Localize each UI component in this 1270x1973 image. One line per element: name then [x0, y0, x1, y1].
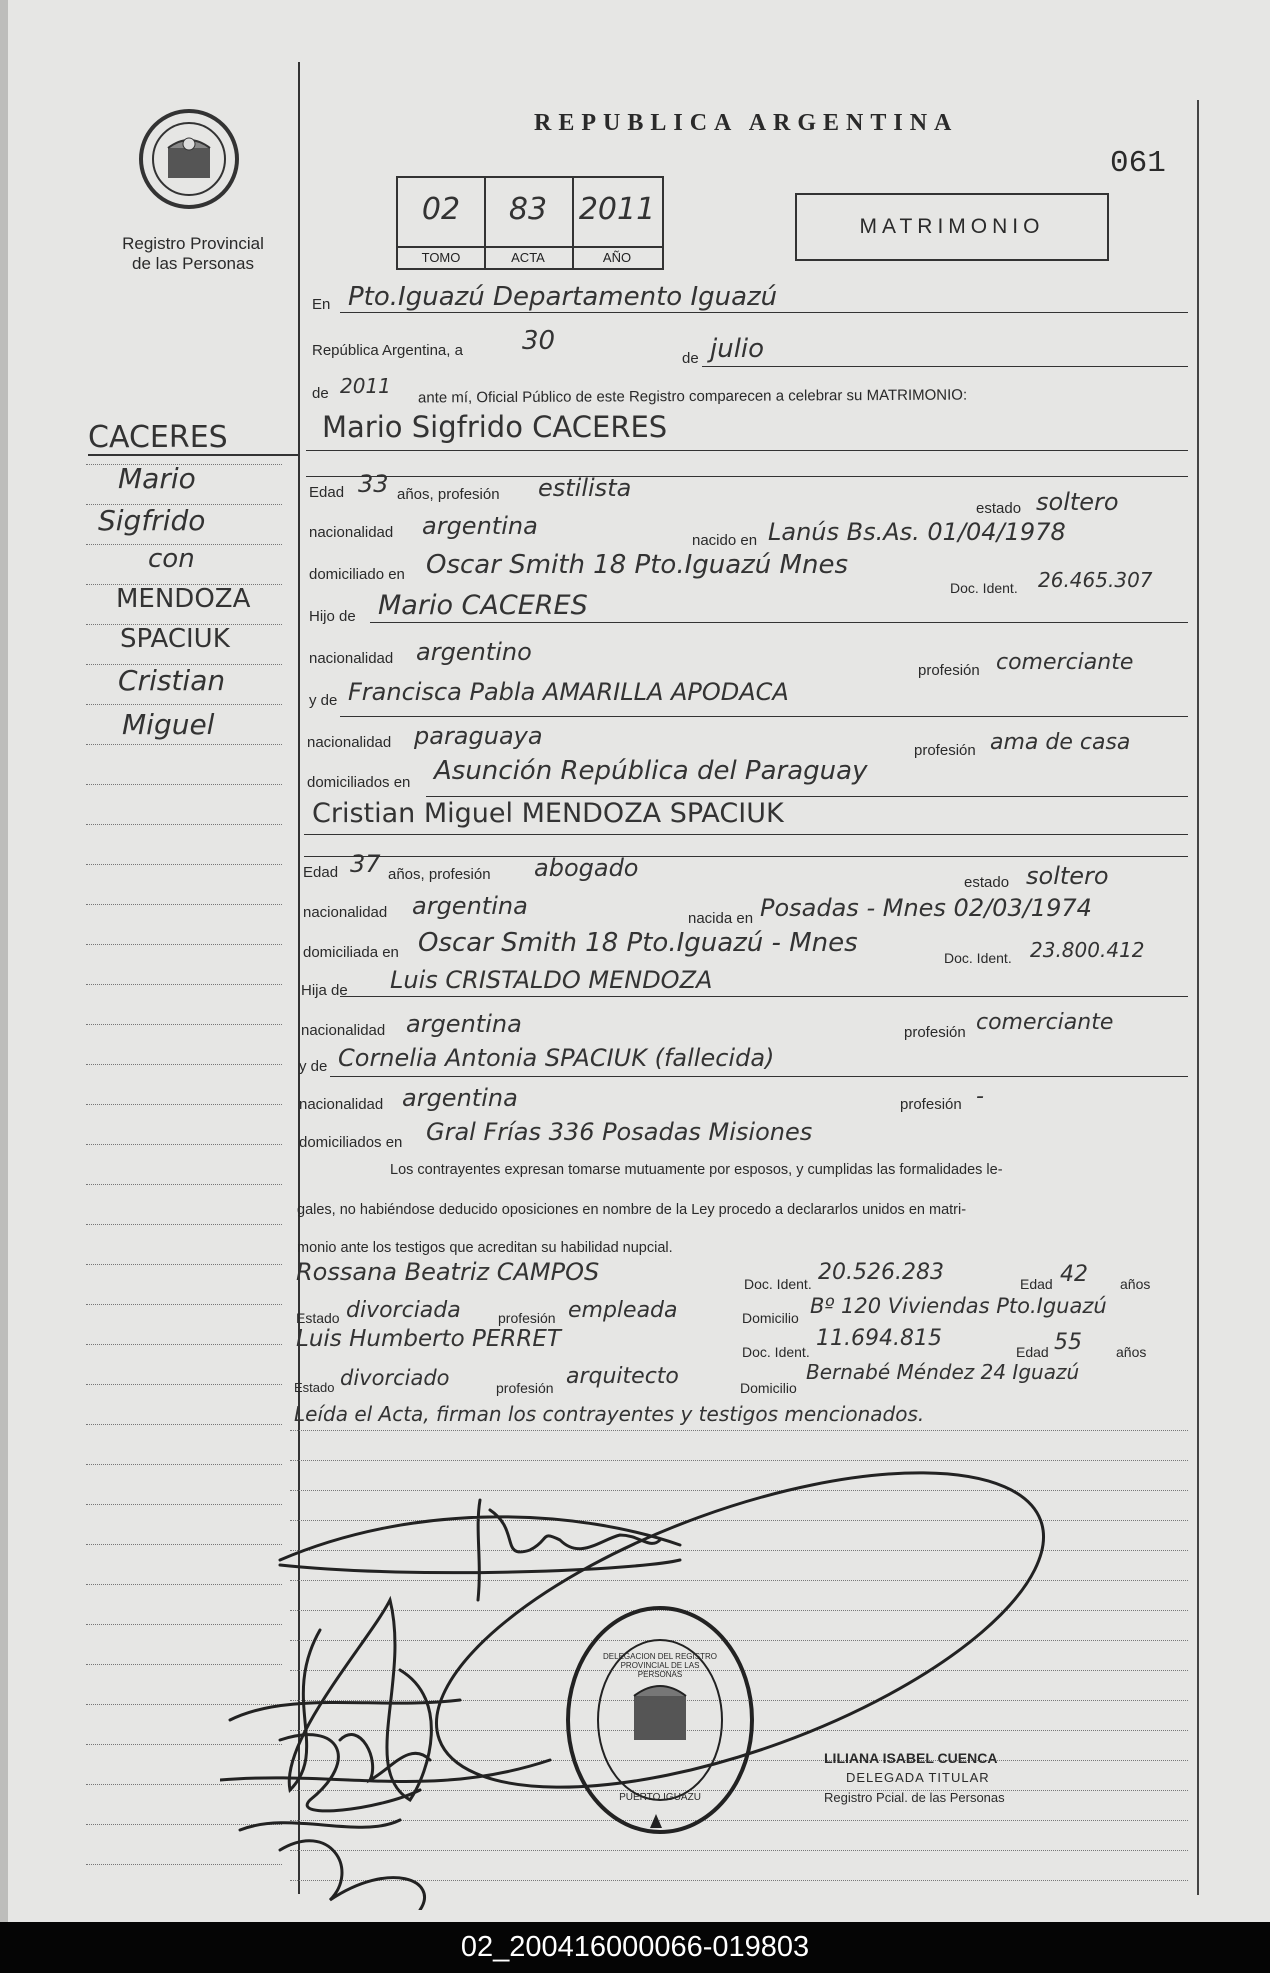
spouse2-madre-prof-label: profesión	[900, 1096, 962, 1113]
de2-label: de	[312, 385, 329, 402]
ruled-line	[86, 784, 282, 785]
spouse2-profesion: abogado	[534, 854, 639, 882]
spouse1-nacido: Lanús Bs.As. 01/04/1978	[768, 518, 1066, 546]
ruled-line	[86, 944, 282, 945]
scan-id-footer: 02_200416000066-019803	[0, 1922, 1270, 1973]
ruled-line	[86, 1224, 282, 1225]
acta-label: ACTA	[484, 246, 572, 268]
madre2-line	[330, 1076, 1188, 1077]
spouse2-prof-label: años, profesión	[388, 866, 491, 883]
ruled-line	[86, 1304, 282, 1305]
spouse1-dom-label: domiciliado en	[309, 566, 405, 583]
form-right-rule	[1197, 100, 1199, 1895]
spouse1-padre-nac-label: nacionalidad	[309, 650, 394, 667]
ruled-line	[86, 1424, 282, 1425]
sidebar-name: SPACIUK	[120, 624, 230, 654]
sidebar-name: MENDOZA	[116, 584, 251, 614]
spouse2-madre-prof: -	[976, 1084, 984, 1109]
ruled-line	[86, 504, 282, 505]
witness1-edad-label: Edad	[1020, 1276, 1053, 1292]
date-line	[702, 366, 1188, 367]
witness2-domicilio: Bernabé Méndez 24 Iguazú	[806, 1360, 1080, 1384]
ruled-line	[86, 464, 282, 465]
spouse1-edad: 33	[358, 470, 389, 498]
ruled-line	[86, 824, 282, 825]
intro-text: ante mí, Oficial Público de este Registro comparecen a celebrar su MATRIMONIO:	[417, 386, 968, 407]
ruled-line	[86, 904, 282, 905]
spouse2-edad-label: Edad	[303, 864, 339, 881]
spouse2-name-line	[304, 834, 1188, 835]
province-emblem	[134, 104, 244, 214]
ruled-line	[86, 744, 282, 745]
spouse1-padre: Mario CACERES	[378, 590, 588, 621]
witness2-edad-label: Edad	[1016, 1344, 1049, 1360]
de-label: de	[682, 350, 699, 367]
ruled-line	[86, 584, 282, 585]
spouse2-yde-label: y de	[299, 1058, 328, 1075]
padres-dom-line	[426, 796, 1188, 797]
spouse1-nacionalidad: argentina	[422, 512, 538, 540]
official-title: DELEGADA TITULAR	[846, 1770, 990, 1785]
spouse1-prof-label: años, profesión	[397, 486, 500, 503]
witness1-doc-label: Doc. Ident.	[744, 1276, 812, 1292]
spouse1-name: Mario Sigfrido CACERES	[322, 410, 668, 444]
sidebar-name: Miguel	[122, 708, 215, 741]
ruled-line	[86, 624, 282, 625]
ruled-line	[86, 1384, 282, 1385]
republica-label: República Argentina, a	[312, 342, 463, 359]
spouse1-padres-dom: Asunción República del Paraguay	[434, 756, 868, 786]
witness2-prof-label: profesión	[496, 1380, 554, 1396]
ruled-line	[86, 1184, 282, 1185]
spouse1-padre-prof-label: profesión	[918, 662, 980, 679]
spouse1-hijo-label: Hijo de	[309, 608, 356, 625]
registry-seal	[560, 1600, 760, 1840]
spouse2-domicilio: Oscar Smith 18 Pto.Iguazú - Mnes	[418, 928, 858, 958]
spouse2-padres-dom-label: domiciliados en	[299, 1134, 403, 1151]
spouse2-padre-prof-label: profesión	[904, 1024, 966, 1041]
witness1-name: Rossana Beatriz CAMPOS	[296, 1258, 600, 1286]
ruled-line	[86, 864, 282, 865]
witness2-profesion: arquitecto	[566, 1364, 679, 1389]
spouse1-padre-nac: argentino	[416, 638, 532, 666]
witness2-edad: 55	[1054, 1330, 1082, 1355]
witness1-anios-label: años	[1120, 1276, 1151, 1292]
declaration-line1: Los contrayentes expresan tomarse mutuamente por esposos, y cumplidas las formalidades le-	[390, 1162, 1003, 1178]
ruled-line	[86, 1024, 282, 1025]
ruled-line	[86, 1144, 282, 1145]
spouse2-separator	[304, 856, 1188, 857]
spouse1-profesion: estilista	[538, 474, 632, 502]
witness2-anios-label: años	[1116, 1344, 1147, 1360]
spouse2-padre-nac: argentina	[406, 1010, 522, 1038]
spouse1-madre-prof-label: profesión	[914, 742, 976, 759]
seal-bottom-text: PUERTO IGUAZU	[619, 1792, 701, 1803]
anio-value: 2011	[578, 192, 656, 227]
ruled-line	[86, 1344, 282, 1345]
ruled-line	[86, 704, 282, 705]
spouse1-padre-prof: comerciante	[996, 650, 1134, 675]
acta-cell	[484, 178, 574, 268]
spouse1-doc: 26.465.307	[1038, 568, 1153, 592]
ruled-line	[290, 1430, 1188, 1431]
anio-label: AÑO	[572, 246, 662, 268]
sidebar-name: Sigfrido	[98, 504, 206, 537]
spouse2-name: Cristian Miguel MENDOZA SPACIUK	[312, 798, 784, 829]
witness1-estado-label: Estado	[296, 1310, 340, 1326]
spouse1-madre-prof: ama de casa	[990, 730, 1131, 755]
day-value: 30	[522, 326, 556, 356]
ruled-line	[86, 664, 282, 665]
spouse2-nacido: Posadas - Mnes 02/03/1974	[760, 894, 1092, 922]
acta-value: 83	[508, 192, 548, 227]
month-value: julio	[710, 334, 765, 364]
sidebar-name: con	[148, 544, 195, 574]
spouse2-madre-nac: argentina	[402, 1084, 518, 1112]
spouse2-nacionalidad: argentina	[412, 892, 528, 920]
spouse1-edad-label: Edad	[309, 484, 345, 501]
witness2-name: Luis Humberto PERRET	[296, 1326, 561, 1352]
spouse2-estado: soltero	[1026, 862, 1109, 890]
en-label: En	[312, 296, 331, 313]
spouse1-estado: soltero	[1036, 488, 1119, 516]
official-org: Registro Pcial. de las Personas	[824, 1790, 1005, 1805]
ruled-line	[86, 1064, 282, 1065]
sidebar-name: Cristian	[118, 664, 226, 697]
spouse1-separator	[306, 476, 1188, 477]
spouse2-nac-label: nacionalidad	[303, 904, 388, 921]
spouse2-madre-nac-label: nacionalidad	[299, 1096, 384, 1113]
spouse1-nac-label: nacionalidad	[309, 524, 394, 541]
witness1-domicilio: Bº 120 Viviendas Pto.Iguazú	[810, 1294, 1107, 1318]
page-number: 061	[1110, 146, 1166, 181]
sidebar-name: Mario	[118, 462, 196, 495]
spouse2-padres-dom: Gral Frías 336 Posadas Misiones	[426, 1118, 813, 1146]
spouse2-padre-nac-label: nacionalidad	[301, 1022, 386, 1039]
country-title: REPUBLICA ARGENTINA	[534, 110, 959, 136]
ruled-line	[86, 544, 282, 545]
witness2-estado-label: Estado	[294, 1380, 335, 1395]
spouse1-madre: Francisca Pabla AMARILLA APODACA	[348, 678, 789, 706]
madre-line	[340, 716, 1188, 717]
tomo-cell	[398, 178, 486, 268]
witness1-estado: divorciada	[346, 1298, 461, 1323]
ruled-line	[86, 984, 282, 985]
witness1-domicilio-label: Domicilio	[742, 1310, 799, 1326]
registry-line2: de las Personas	[132, 254, 254, 273]
spouse2-madre: Cornelia Antonia SPACIUK (fallecida)	[338, 1044, 775, 1072]
place-value: Pto.Iguazú Departamento Iguazú	[348, 282, 778, 312]
padre-line	[370, 622, 1188, 623]
official-name: LILIANA ISABEL CUENCA	[824, 1750, 998, 1766]
spouse2-edad: 37	[350, 850, 381, 878]
spouse1-name-line	[306, 450, 1188, 451]
ruled-line	[86, 1264, 282, 1265]
tomo-value: 02	[421, 192, 461, 227]
padre2-line	[340, 996, 1188, 997]
seal-ring-text: DELEGACION DEL REGISTRO PROVINCIAL DE LAS PERSONAS	[603, 1652, 717, 1679]
spouse2-nacido-label: nacida en	[688, 910, 754, 927]
tomo-label: TOMO	[398, 246, 484, 268]
witness1-profesion: empleada	[568, 1298, 678, 1323]
registry-line1: Registro Provincial	[122, 234, 264, 253]
declaration-line2: gales, no habiéndose deducido oposiciones en nombre de la Ley procedo a declararlos unidos en matri-	[297, 1202, 967, 1218]
spouse1-nacido-label: nacido en	[692, 532, 758, 549]
spouse2-dom-label: domiciliada en	[303, 944, 399, 961]
sidebar-underline	[88, 454, 298, 456]
witness2-estado: divorciado	[340, 1366, 450, 1390]
spouse2-doc-label: Doc. Ident.	[944, 950, 1012, 966]
anio-cell	[572, 178, 662, 268]
spouse1-doc-label: Doc. Ident.	[950, 580, 1018, 596]
spouse2-doc: 23.800.412	[1030, 938, 1145, 962]
spouse1-madre-nac-label: nacionalidad	[307, 734, 392, 751]
sidebar-name: CACERES	[88, 420, 228, 455]
witness1-prof-label: profesión	[498, 1310, 556, 1326]
spouse2-estado-label: estado	[964, 874, 1010, 891]
record-number-box	[396, 176, 664, 270]
spouse1-padres-dom-label: domiciliados en	[307, 774, 411, 791]
witness2-domicilio-label: Domicilio	[740, 1380, 797, 1396]
witness1-edad: 42	[1060, 1262, 1088, 1287]
spouse1-madre-nac: paraguaya	[414, 722, 543, 750]
declaration-line3: monio ante los testigos que acreditan su habilidad nupcial.	[297, 1240, 673, 1256]
spouse1-yde-label: y de	[309, 692, 338, 709]
witness2-doc-label: Doc. Ident.	[742, 1344, 810, 1360]
year-value: 2011	[340, 374, 391, 398]
spouse2-padre-prof: comerciante	[976, 1010, 1114, 1035]
place-line	[340, 312, 1188, 313]
spouse2-hijo-label: Hija de	[301, 982, 348, 999]
spouse1-estado-label: estado	[976, 500, 1022, 517]
page-edge	[0, 0, 8, 1922]
closing-line: Leída el Acta, firman los contrayentes y testigos mencionados.	[294, 1402, 925, 1426]
ruled-line	[86, 1104, 282, 1105]
witness2-doc: 11.694.815	[816, 1326, 942, 1351]
spouse2-padre: Luis CRISTALDO MENDOZA	[390, 966, 713, 994]
witness1-doc: 20.526.283	[818, 1260, 944, 1285]
spouse1-domicilio: Oscar Smith 18 Pto.Iguazú Mnes	[426, 550, 849, 580]
record-type: MATRIMONIO	[795, 193, 1109, 261]
